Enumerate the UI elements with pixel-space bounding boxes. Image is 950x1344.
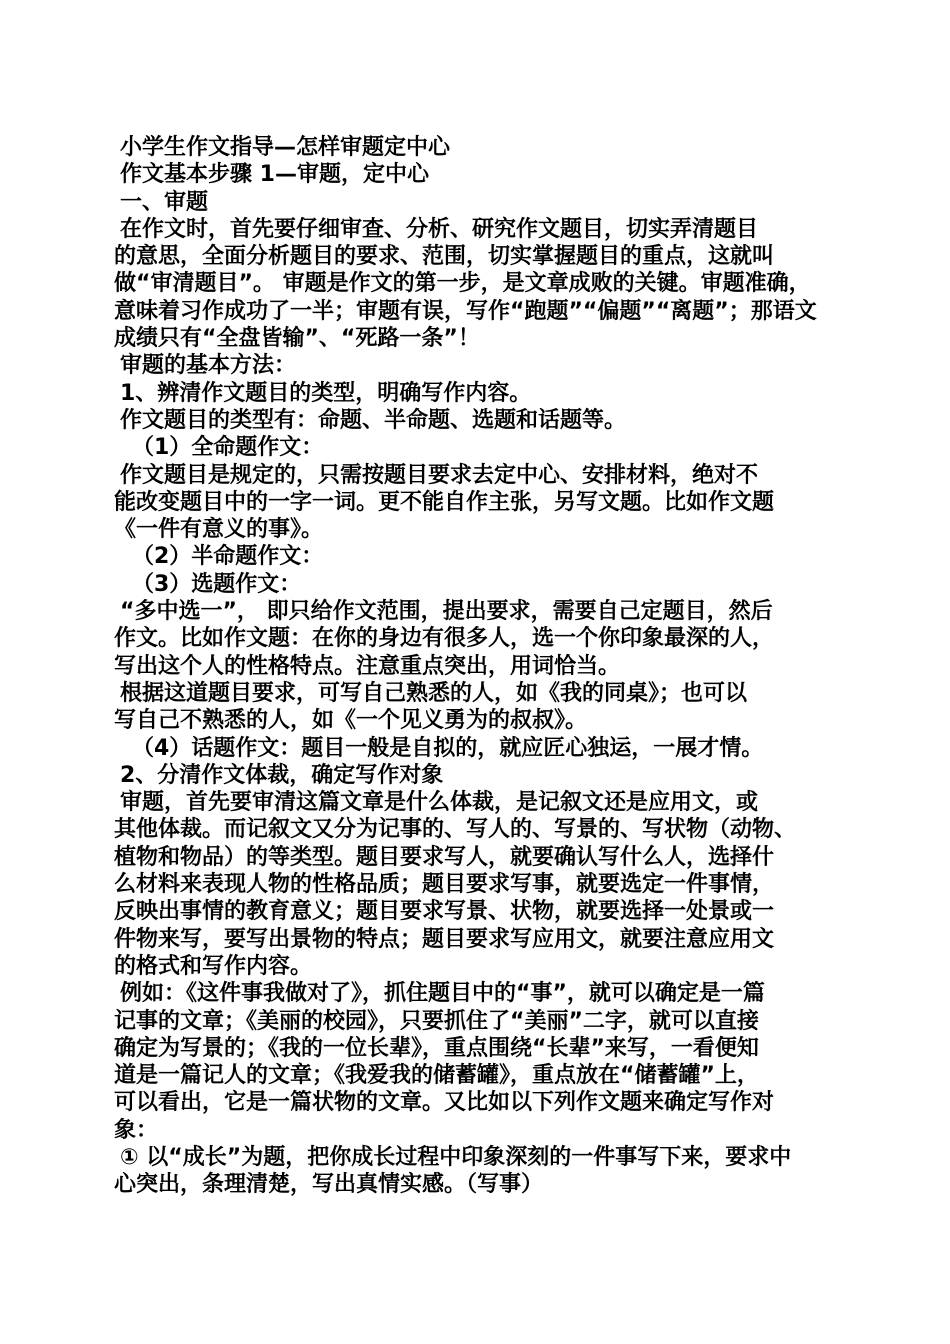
text-line: 意味着习作成功了一半；审题有误，写作“跑题”“偏题”“离题”；那语文 bbox=[114, 298, 817, 324]
text-line: ① 以“成长”为题，把你成长过程中印象深刻的一件事写下来，要求中 bbox=[120, 1144, 792, 1170]
text-line: 作文题目是规定的，只需按题目要求去定中心、安排材料，绝对不 bbox=[120, 462, 759, 488]
text-line: 在作文时，首先要仔细审查、分析、研究作文题目，切实弄清题目 bbox=[120, 216, 759, 242]
text-line: 做“审清题目”。 审题是作文的第一步，是文章成败的关键。审题准确， bbox=[114, 271, 811, 297]
text-line: 一、审题 bbox=[120, 189, 209, 215]
text-line: 么材料来表现人物的性格品质；题目要求写事，就要选定一件事情， bbox=[114, 872, 775, 898]
text-line: 的意思，全面分析题目的要求、范围，切实掌握题目的重点，这就叫 bbox=[114, 244, 775, 270]
text-line: 其他体裁。而记叙文又分为记事的、写人的、写景的、写状物（动物、 bbox=[114, 817, 797, 843]
text-line: （1）全命题作文： bbox=[132, 435, 324, 461]
text-line: 写自己不熟悉的人，如《一个见义勇为的叔叔》。 bbox=[114, 708, 588, 734]
text-line: 审题的基本方法： bbox=[120, 353, 297, 379]
text-line: 记事的文章；《美丽的校园》，只要抓住了“美丽”二字，就可以直接 bbox=[114, 1008, 759, 1034]
text-line: （3）选题作文： bbox=[132, 571, 302, 597]
text-line: 植物和物品）的等类型。题目要求写人，就要确认写什么人，选择什 bbox=[114, 844, 775, 870]
text-line: 作文基本步骤 1—审题，定中心 bbox=[120, 162, 429, 188]
text-line: 例如：《这件事我做对了》，抓住题目中的“事”，就可以确定是一篇 bbox=[120, 981, 765, 1007]
text-line: “多中选一”， 即只给作文范围，提出要求，需要自己定题目，然后 bbox=[120, 599, 773, 625]
text-line: 件物来写，要写出景物的特点；题目要求写应用文，就要注意应用文 bbox=[114, 926, 775, 952]
text-line: 写出这个人的性格特点。注意重点突出，用词恰当。 bbox=[114, 653, 621, 679]
text-line: 根据这道题目要求，可写自己熟悉的人，如《我的同桌》；也可以 bbox=[120, 680, 748, 706]
text-line: 心突出，条理清楚，写出真情实感。（写事） bbox=[114, 1172, 544, 1198]
text-line: （2）半命题作文： bbox=[132, 544, 324, 570]
text-line: 小学生作文指导—怎样审题定中心 bbox=[120, 135, 451, 160]
text-line: 能改变题目中的一字一词。更不能自作主张，另写文题。比如作文题 bbox=[114, 489, 775, 515]
text-line: 《一件有意义的事》。 bbox=[114, 517, 324, 543]
text-line: 可以看出，它是一篇状物的文章。又比如以下列作文题来确定写作对 bbox=[114, 1090, 775, 1116]
text-line: 作文。比如作文题：在你的身边有很多人，选一个你印象最深的人， bbox=[114, 626, 775, 652]
text-line: 1、辨清作文题目的类型，明确写作内容。 bbox=[120, 380, 532, 406]
text-line: 象： bbox=[114, 1117, 159, 1143]
text-line: 的格式和写作内容。 bbox=[114, 953, 313, 979]
text-line: 反映出事情的教育意义；题目要求写景、状物，就要选择一处景或一 bbox=[114, 899, 775, 925]
text-line: 确定为写景的；《我的一位长辈》，重点围绕“长辈”来写，一看便知 bbox=[114, 1035, 759, 1061]
text-line: 审题，首先要审清这篇文章是什么体裁，是记叙文还是应用文，或 bbox=[120, 790, 759, 816]
text-line: 作文题目的类型有：命题、半命题、选题和话题等。 bbox=[120, 407, 627, 433]
document-body bbox=[114, 134, 842, 1199]
text-line: （4）话题作文：题目一般是自拟的，就应匠心独运，一展才情。 bbox=[132, 735, 764, 761]
text-line: 成绩只有“全盘皆输”、“死路一条”！ bbox=[114, 326, 480, 352]
text-line: 道是一篇记人的文章；《我爱我的储蓄罐》，重点放在“储蓄罐”上， bbox=[114, 1063, 759, 1089]
text-line: 2、分清作文体裁，确定写作对象 bbox=[120, 762, 444, 788]
